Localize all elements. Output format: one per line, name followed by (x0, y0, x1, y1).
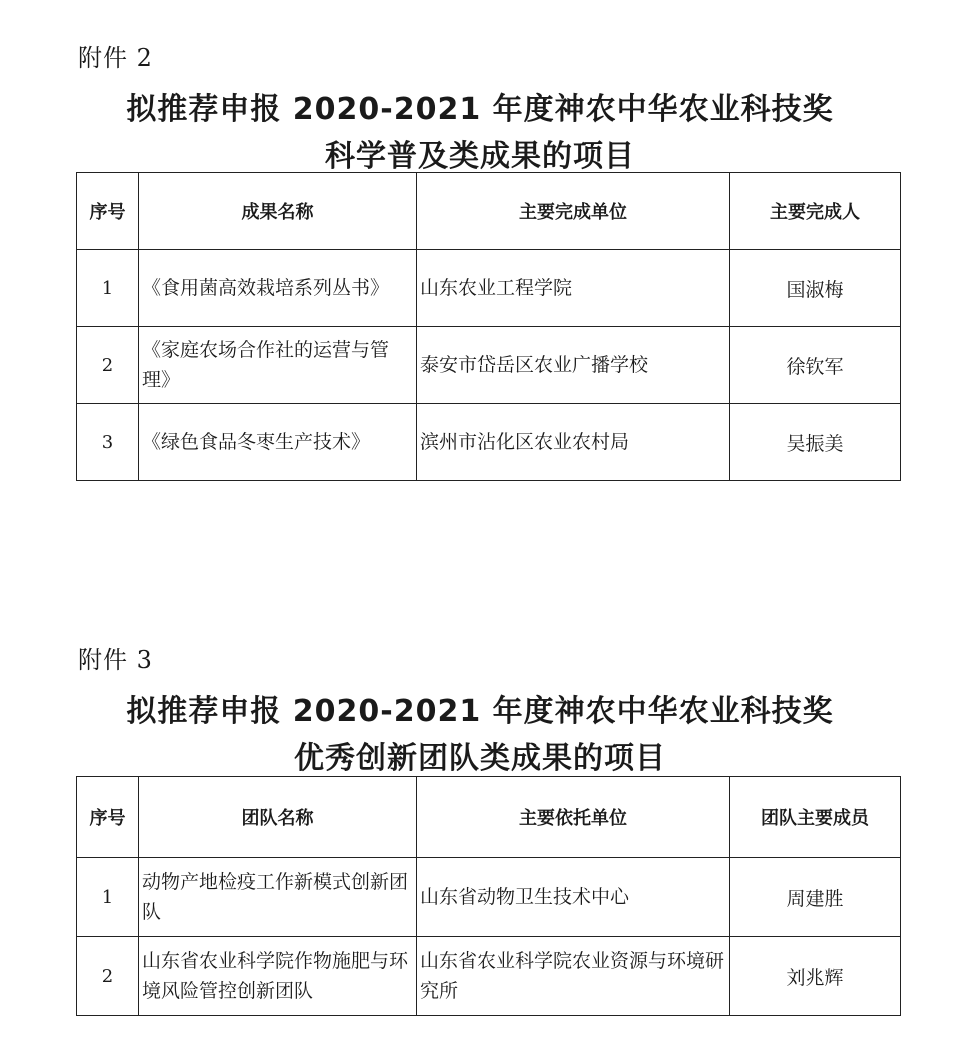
table-row (77, 404, 901, 481)
row-main-person: 国淑梅 (730, 250, 901, 327)
attachment-2-title-line-2: 科学普及类成果的项目 (325, 139, 635, 174)
table-row (77, 858, 901, 937)
row-host-unit: 山东省动物卫生技术中心 (417, 858, 730, 937)
attachment-3-label: 附件 3 (78, 646, 153, 674)
attachment-2-label: 附件 2 (78, 44, 153, 72)
teams-table (76, 776, 901, 1016)
row-main-unit: 泰安市岱岳区农业广播学校 (417, 327, 730, 404)
header-serial: 序号 (77, 173, 139, 250)
header-team-name: 团队名称 (139, 777, 417, 858)
table-row (77, 937, 901, 1016)
table-header-row (77, 173, 901, 250)
row-serial: 1 (77, 858, 139, 937)
table-row (77, 327, 901, 404)
row-achievement-name: 《绿色食品冬枣生产技术》 (139, 404, 417, 481)
row-host-unit: 山东省农业科学院农业资源与环境研究所 (417, 937, 730, 1016)
row-main-person: 吴振美 (730, 404, 901, 481)
row-achievement-name: 《食用菌高效栽培系列丛书》 (139, 250, 417, 327)
header-main-unit: 主要完成单位 (417, 173, 730, 250)
row-team-name: 动物产地检疫工作新模式创新团队 (139, 858, 417, 937)
attachment-3-title-line-2: 优秀创新团队类成果的项目 (294, 741, 666, 776)
row-team-name: 山东省农业科学院作物施肥与环境风险管控创新团队 (139, 937, 417, 1016)
row-team-member: 刘兆辉 (730, 937, 901, 1016)
row-serial: 2 (77, 327, 139, 404)
header-serial: 序号 (77, 777, 139, 858)
header-main-person: 主要完成人 (730, 173, 901, 250)
attachment-2-title-line-1: 拟推荐申报 2020-2021 年度神农中华农业科技奖 (126, 92, 834, 127)
row-serial: 1 (77, 250, 139, 327)
row-main-unit: 山东农业工程学院 (417, 250, 730, 327)
row-achievement-name: 《家庭农场合作社的运营与管理》 (139, 327, 417, 404)
row-team-member: 周建胜 (730, 858, 901, 937)
table-header-row (77, 777, 901, 858)
table-row (77, 250, 901, 327)
header-team-members: 团队主要成员 (730, 777, 901, 858)
header-host-unit: 主要依托单位 (417, 777, 730, 858)
header-achievement-name: 成果名称 (139, 173, 417, 250)
row-main-unit: 滨州市沾化区农业农村局 (417, 404, 730, 481)
attachment-3-title-line-1: 拟推荐申报 2020-2021 年度神农中华农业科技奖 (126, 694, 834, 729)
achievements-table (76, 172, 901, 481)
row-serial: 3 (77, 404, 139, 481)
row-serial: 2 (77, 937, 139, 1016)
row-main-person: 徐钦军 (730, 327, 901, 404)
